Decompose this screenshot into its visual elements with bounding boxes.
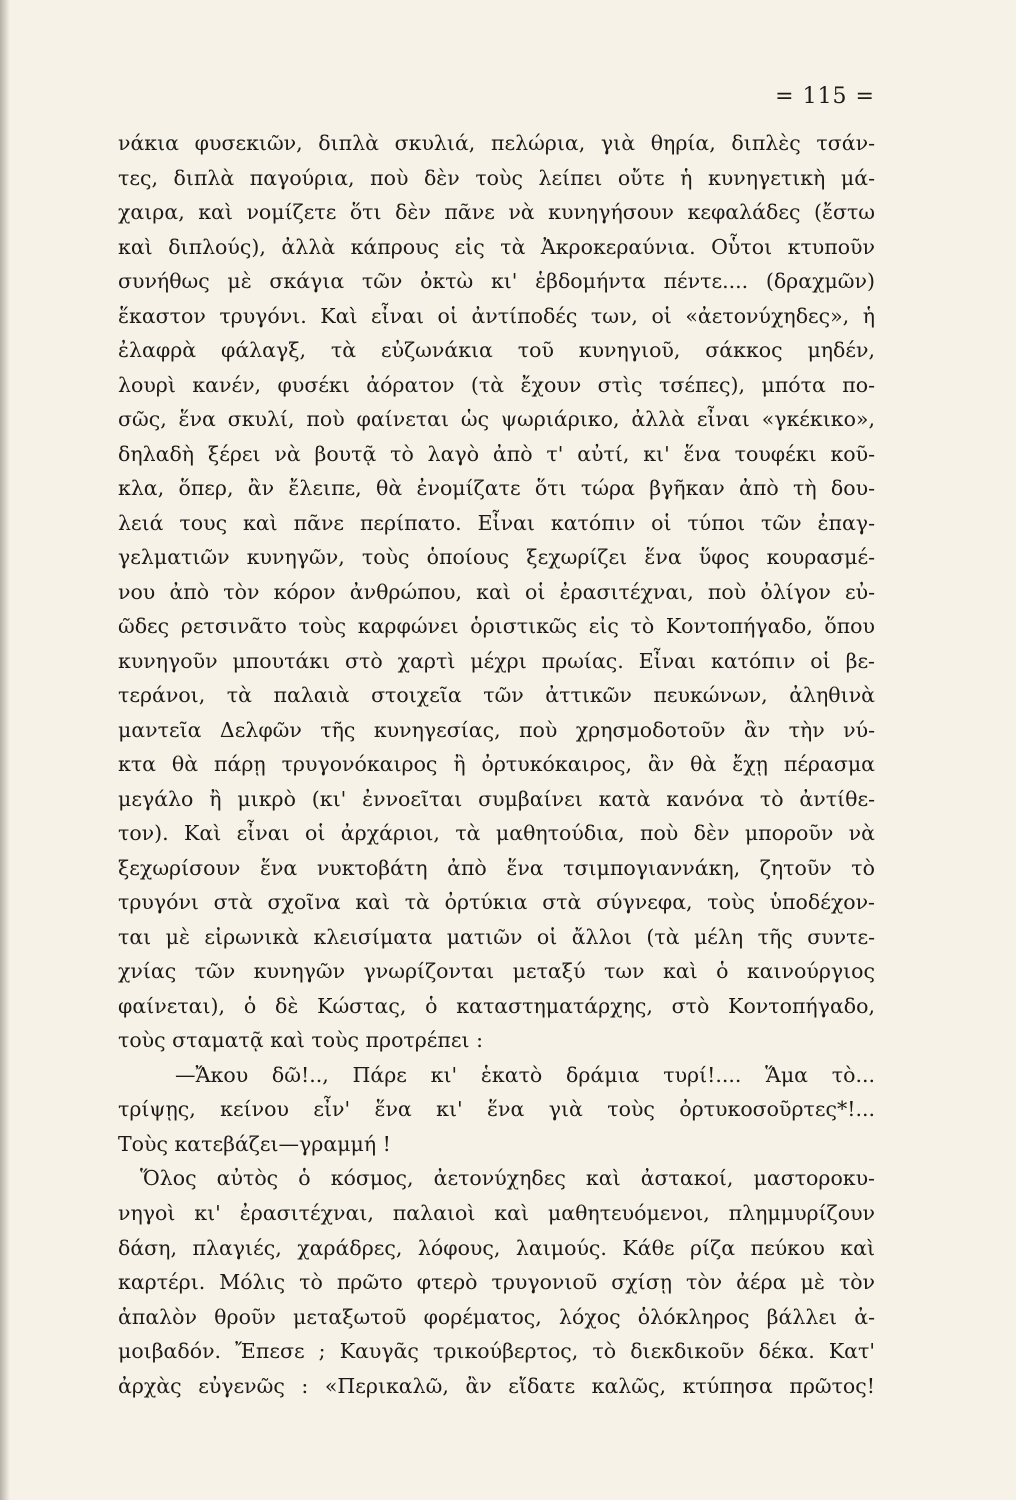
text-line: λουρὶ κανέν, φυσέκι ἀόρατον (τὰ ἔχουν στὶς τσέπες), μπότα πο- xyxy=(118,372,875,397)
text-line: κτα θὰ πάρῃ τρυγονόκαιρος ἢ ὀρτυκόκαιρος, ἂν θὰ ἔχῃ πέρασμα xyxy=(118,752,875,777)
text-line: κλα, ὅπερ, ἂν ἔλειπε, θὰ ἐνομίζατε ὅτι τώρα βγῆκαν ἀπὸ τὴ δου- xyxy=(118,476,875,501)
text-line: γελματιῶν κυνηγῶν, τοὺς ὁποίους ξεχωρίζει ἕνα ὕφος κουρασμέ- xyxy=(118,545,875,570)
text-line: δάση, πλαγιές, χαράδρες, λόφους, λαιμούς. Κάθε ρίζα πεύκου καὶ xyxy=(118,1235,875,1260)
text-line: σῶς, ἕνα σκυλί, ποὺ φαίνεται ὡς ψωριάρικο, ἀλλὰ εἶναι «γκέκικο», xyxy=(118,407,875,432)
text-line: ῶδες ρετσινᾶτο τοὺς καρφώνει ὁριστικῶς εἰς τὸ Κοντοπήγαδο, ὅπου xyxy=(118,614,875,639)
text-line: δηλαδὴ ξέρει νὰ βουτᾷ τὸ λαγὸ ἀπὸ τ' αὐτί, κι' ἕνα τουφέκι κοῦ- xyxy=(118,441,875,466)
text-line: λειά τους καὶ πᾶνε περίπατο. Εἶναι κατόπιν οἱ τύποι τῶν ἐπαγ- xyxy=(118,510,875,535)
dialogue-line: —Ἄκου δῶ!.., Πάρε κι' ἑκατὸ δράμια τυρί!.... Ἅμα τὸ... xyxy=(175,1062,875,1087)
text-line: νου ἀπὸ τὸν κόρον ἀνθρώπου, καὶ οἱ ἐρασιτέχναι, ποὺ ὀλίγον εὐ- xyxy=(118,579,875,604)
body-text xyxy=(118,126,875,1403)
text-line: ἕκαστον τρυγόνι. Καὶ εἶναι οἱ ἀντίποδές των, οἱ «ἀετονύχηδες», ἡ xyxy=(118,303,875,328)
text-line: καὶ διπλούς), ἀλλὰ κάπρους εἰς τὰ Ἀκροκεραύνια. Οὗτοι κτυποῦν xyxy=(118,234,875,259)
paragraph-start-line: Ὅλος αὐτὸς ὁ κόσμος, ἀετονύχηδες καὶ ἀστακοί, μαστοροκυ- xyxy=(140,1166,875,1191)
text-line: τεράνοι, τὰ παλαιὰ στοιχεῖα τῶν ἀττικῶν πευκώνων, ἀληθινὰ xyxy=(118,683,875,708)
paragraph-end-line: Τοὺς κατεβάζει—γραμμή ! xyxy=(118,1131,391,1156)
page-number: = 115 = xyxy=(775,84,875,109)
text-line: ξεχωρίσουν ἕνα νυκτοβάτη ἀπὸ ἕνα τσιμπογιαννάκη, ζητοῦν τὸ xyxy=(118,855,875,880)
text-line: μοιβαδόν. Ἔπεσε ; Καυγᾶς τρικούβερτος, τὸ διεκδικοῦν δέκα. Κατ' xyxy=(118,1339,875,1364)
text-line: ἀρχὰς εὐγενῶς : «Περικαλῶ, ἂν εἴδατε καλῶς, κτύπησα πρῶτος! xyxy=(118,1373,875,1398)
text-line: φαίνεται), ὁ δὲ Κώστας, ὁ καταστηματάρχης, στὸ Κοντοπήγαδο, xyxy=(118,993,875,1018)
text-line: καρτέρι. Μόλις τὸ πρῶτο φτερὸ τρυγονιοῦ σχίσῃ τὸν ἀέρα μὲ τὸν xyxy=(118,1270,875,1295)
text-line: τες, διπλὰ παγούρια, ποὺ δὲν τοὺς λείπει οὔτε ἡ κυνηγετικὴ μά- xyxy=(118,165,875,190)
text-line: τον). Καὶ εἶναι οἱ ἀρχάριοι, τὰ μαθητούδια, ποὺ δὲν μποροῦν νὰ xyxy=(118,821,875,846)
text-line: χαιρα, καὶ νομίζετε ὅτι δὲν πᾶνε νὰ κυνηγήσουν κεφαλάδες (ἔστω xyxy=(118,200,875,225)
text-line: ἁπαλὸν θροῦν μεταξωτοῦ φορέματος, λόχος ὁλόκληρος βάλλει ἀ- xyxy=(118,1304,875,1329)
text-line: μεγάλο ἢ μικρὸ (κι' ἐννοεῖται συμβαίνει κατὰ κανόνα τὸ ἀντίθε- xyxy=(118,786,875,811)
text-line: νηγοὶ κι' ἐρασιτέχναι, παλαιοὶ καὶ μαθητευόμενοι, πλημμυρίζουν xyxy=(118,1200,875,1225)
text-line: ται μὲ εἰρωνικὰ κλεισίματα ματιῶν οἱ ἄλλοι (τὰ μέλη τῆς συντε- xyxy=(118,924,875,949)
text-line: ἐλαφρὰ φάλαγξ, τὰ εὐζωνάκια τοῦ κυνηγιοῦ, σάκκος μηδέν, xyxy=(118,338,875,363)
paragraph-end-line: τοὺς σταματᾷ καὶ τοὺς προτρέπει : xyxy=(118,1028,483,1053)
text-line: τρίψῃς, κείνου εἶν' ἕνα κι' ἕνα γιὰ τοὺς ὀρτυκοσοῦρτες*!... xyxy=(118,1097,875,1122)
text-line: χνίας τῶν κυνηγῶν γνωρίζονται μεταξύ των καὶ ὁ καινούργιος xyxy=(118,959,875,984)
text-line: τρυγόνι στὰ σχοῖνα καὶ τὰ ὀρτύκια στὰ σύγνεφα, τοὺς ὑποδέχον- xyxy=(118,890,875,915)
text-line: κυνηγοῦν μπουτάκι στὸ χαρτὶ μέχρι πρωίας. Εἶναι κατόπιν οἱ βε- xyxy=(118,648,875,673)
text-line: μαντεῖα Δελφῶν τῆς κυνηγεσίας, ποὺ χρησμοδοτοῦν ἂν τὴν νύ- xyxy=(118,717,875,742)
scan-page-edge xyxy=(0,0,10,1500)
text-line: συνήθως μὲ σκάγια τῶν ὀκτὼ κι' ἑβδομήντα πέντε.... (δραχμῶν) xyxy=(118,269,875,294)
text-line: νάκια φυσεκιῶν, διπλὰ σκυλιά, πελώρια, γιὰ θηρία, διπλὲς τσάν- xyxy=(118,131,875,155)
